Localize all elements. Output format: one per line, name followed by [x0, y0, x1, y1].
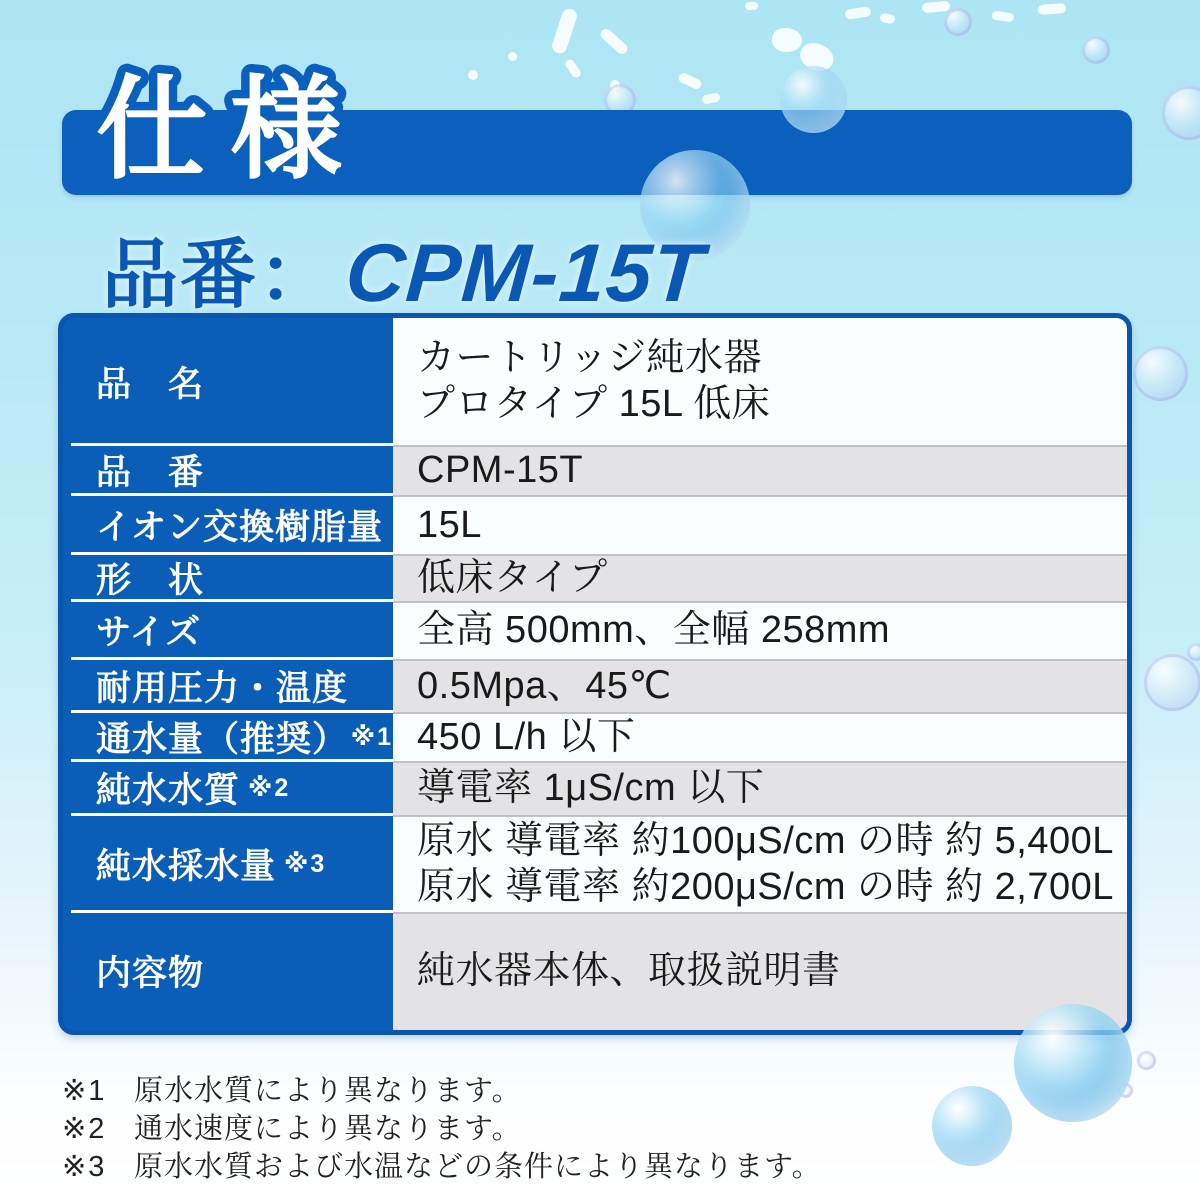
row-value-size: 全高 500mm、全幅 258mm	[393, 601, 1127, 659]
water-streak-decoration	[879, 13, 895, 24]
row-label-item-name: 品 名	[96, 364, 205, 404]
water-streak-decoration	[772, 28, 802, 52]
footnote-line	[62, 1110, 822, 1148]
row-value-shape: 低床タイプ	[393, 554, 1127, 601]
water-streak-decoration	[922, 1, 951, 13]
row-label-contents: 内容物	[63, 912, 393, 1030]
row-value-water-yield: 原水 導電率 約100μS/cm の時 約 5,400L 原水 導電率 約200μS/cm の時 約 2,700L	[393, 815, 1127, 912]
water-streak-decoration	[844, 6, 871, 20]
spec-table-value-column	[393, 318, 1127, 1030]
footnote-marker: ※1	[350, 722, 393, 751]
bubble-decoration	[944, 8, 972, 36]
bubble-decoration	[932, 1086, 1012, 1166]
bubble-decoration	[780, 66, 847, 133]
bubble-decoration	[1082, 36, 1110, 64]
spec-table	[58, 313, 1132, 1035]
water-streak-decoration	[745, 2, 758, 10]
water-streak-decoration	[991, 11, 1014, 23]
water-streak-decoration	[701, 92, 720, 105]
bubble-decoration	[1014, 1004, 1132, 1122]
product-number-heading	[102, 214, 708, 323]
bubble-decoration	[1144, 654, 1200, 711]
bubble-decoration	[1133, 346, 1188, 401]
footnote-line	[62, 1072, 822, 1110]
footnotes	[62, 1072, 822, 1186]
row-label-size: サイズ	[63, 601, 393, 659]
water-streak-decoration	[564, 58, 583, 80]
water-streak-decoration	[1038, 3, 1067, 15]
product-number-label: 品番：	[102, 233, 336, 318]
row-value-item-number: CPM-15T	[393, 445, 1127, 495]
footnote-marker: ※3	[62, 1151, 107, 1183]
footnote-marker: ※3	[284, 849, 327, 878]
row-label-pressure-temp: 耐用圧力・温度	[63, 659, 393, 712]
row-value-item-name: カートリッジ純水器 プロタイプ 15L 低床	[393, 318, 1127, 445]
footnote-text: 通水速度により異なります。	[134, 1113, 522, 1145]
footnote-line	[62, 1148, 822, 1186]
water-streak-decoration	[550, 7, 578, 55]
row-label-water-yield: 純水採水量 ※3	[63, 815, 393, 912]
water-streak-decoration	[598, 27, 629, 57]
bubble-decoration	[1162, 86, 1200, 140]
footnote-marker: ※2	[248, 774, 291, 802]
row-value-contents: 純水器本体、取扱説明書	[393, 912, 1127, 1030]
water-streak-decoration	[677, 71, 703, 90]
bubble-decoration	[1137, 1051, 1156, 1070]
product-number-value: CPM-15T	[342, 228, 708, 319]
spec-table-label-column	[63, 318, 393, 1030]
footnote-text: 原水水質により異なります。	[134, 1075, 522, 1107]
bubble-decoration	[1187, 643, 1200, 661]
footnote-marker: ※2	[62, 1113, 107, 1145]
footnote-text: 原水水質および水温などの条件により異なります。	[134, 1151, 822, 1183]
row-label-water-quality: 純水水質 ※2	[63, 761, 393, 815]
row-label-flow-rate: 通水量（推奨） ※1	[63, 712, 393, 761]
row-label-resin-amount: イオン交換樹脂量	[63, 495, 393, 554]
row-label-item-number: 品 番	[63, 445, 393, 495]
row-value-resin-amount: 15L	[393, 495, 1127, 554]
row-value-pressure-temp: 0.5Mpa、45℃	[393, 659, 1127, 712]
row-label-shape: 形 状	[63, 554, 393, 601]
row-value-flow-rate: 450 L/h 以下	[393, 712, 1127, 761]
footnote-marker: ※1	[62, 1075, 107, 1107]
row-value-water-quality: 導電率 1μS/cm 以下	[393, 761, 1127, 815]
page-title	[72, 42, 532, 212]
page-title-text: 仕様	[96, 67, 364, 192]
